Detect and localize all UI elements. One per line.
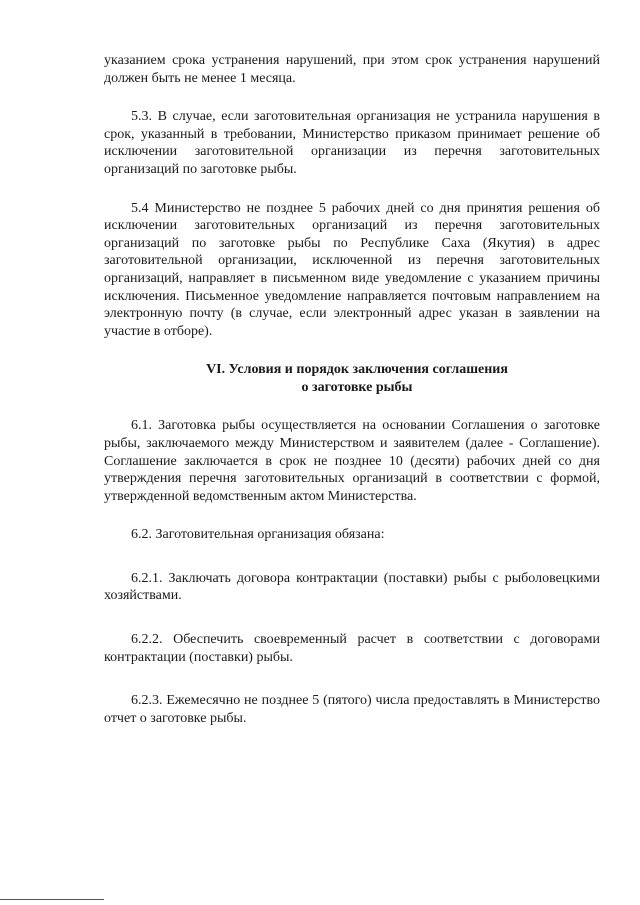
paragraph-5-4: 5.4 Министерство не позднее 5 рабочих дней со дня принятия решения об исключении заготовительных организаций из перечня заготовительных организаций по заготовке рыбы по Республике Саха (Якутия) в адрес заготовительной организации, исключенной из перечня заготовительных организаций, направляет в письменном виде уведомление с указанием причины исключения. Письменное уведомление направляется почтовым направлением на электронную почту (в случае, если электронный адрес указан в заявлении на участие в отборе). <box>104 200 600 339</box>
paragraph-6-1: 6.1. Заготовка рыбы осуществляется на основании Соглашения о заготовке рыбы, заключаемого между Министерством и заявителем (далее - Соглашение). Соглашение заключается в срок не позднее 10 (десяти) рабочих дней со дня утверждения перечня заготовительных организаций в соответствии с формой, утвержденной ведомственным актом Министерства. <box>104 418 600 504</box>
document-body <box>104 52 600 727</box>
paragraph-5-3: 5.3. В случае, если заготовительная организация не устранила нарушения в срок, указанный в требовании, Министерство приказом принимает решение об исключении заготовительной организации из перечня заготовительных организаций по заготовке рыбы. <box>104 109 600 177</box>
paragraph-6-2-2: 6.2.2. Обеспечить своевременный расчет в соответствии с договорами контрактации (поставки) рыбы. <box>104 632 600 665</box>
footer-rule <box>0 899 104 900</box>
paragraph-6-2-3: 6.2.3. Ежемесячно не позднее 5 (пятого) числа предоставлять в Министерство отчет о заготовке рыбы. <box>104 693 600 726</box>
section-heading-line-1: VI. Условия и порядок заключения соглашения <box>206 362 508 378</box>
section-heading-line-2: о заготовке рыбы <box>301 379 413 395</box>
paragraph-6-2-1: 6.2.1. Заключать договора контрактации (поставки) рыбы с рыболовецкими хозяйствами. <box>104 570 600 604</box>
section-heading <box>104 361 600 396</box>
paragraph-continuation: указанием срока устранения нарушений, при этом срок устранения нарушений должен быть не менее 1 месяца. <box>104 53 600 86</box>
paragraph-6-2: 6.2. Заготовительная организация обязана: <box>131 527 385 543</box>
